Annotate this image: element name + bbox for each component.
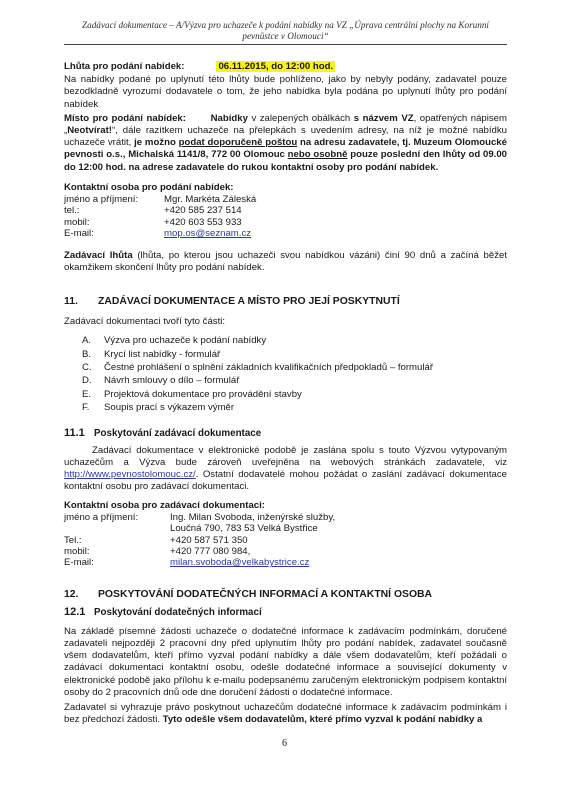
- place-text-11: pouze poslední den lhůty od 09.00 do 12:00 hod. na adrese zadavatele do rukou kontaktní osoby pro podání nabídek.: [64, 149, 507, 173]
- section-11-1-paragraph: [64, 445, 507, 494]
- list-item-letter: E.: [82, 388, 92, 400]
- contact1-row: [64, 194, 507, 205]
- place-text-6: “, dále razítkem uchazeče na přelepkách s uvedením adresy, na níž je možné nabídku uchazeče vrátit,: [64, 125, 507, 149]
- contact1-value: Mgr. Markéta Záleská: [164, 194, 257, 206]
- contact2-value: +420 587 571 350: [170, 534, 248, 546]
- section-11-1-heading: [64, 427, 507, 439]
- contact2-row: [64, 512, 507, 523]
- list-item-letter: F.: [82, 402, 90, 414]
- list-item: [64, 401, 507, 414]
- list-item-text: Soupis prací s výkazem výměr: [104, 402, 235, 414]
- section-12-1-text-a: Zadavatel si vyhrazuje právo poskytnout uchazečům dodatečné informace k zadávacím podmínkám i bez předchozí žádosti.: [64, 701, 507, 726]
- late-note: Na nabídky podané po uplynutí této lhůty bude pohlíženo, jako by nebyly podány, zadavatel pouze bezodkladně vyrozumí dodavatele o tom, že jeho nabídka byla podána po uplynutí lhůty pro podání nabídek: [64, 74, 507, 110]
- list-item-text: Výzva pro uchazeče k podání nabídky: [104, 335, 267, 347]
- contact2-row: [64, 546, 507, 557]
- contact2-key: [64, 523, 164, 534]
- place-text-8: podat doporučeně poštou: [178, 137, 298, 149]
- section-12-number: 12.: [64, 588, 79, 600]
- contact1-key: jméno a příjmení:: [64, 194, 139, 206]
- header-line-1: Zadávací dokumentace – A/Výzva pro uchazeče k podání nabídky na VZ „Úprava centrální plochy na Korunní: [82, 20, 489, 30]
- section-11-intro: Zadávací dokumentaci tvoří tyto části:: [64, 316, 226, 328]
- list-item-text: Projektová dokumentace pro provádění stavby: [104, 388, 302, 400]
- section-12-1-text-b: Tyto odešle všem dodavatelům, které přímo vyzval k podání nabídky a: [162, 714, 483, 726]
- contact2-list: [64, 512, 507, 569]
- section-12-1-paragraph-1: Na základě písemné žádosti uchazeče o dodatečné informace k zadávacím podmínkám, doručené zadavateli nejpozději 2 pracovní dny před uplynutím lhůty pro podání nabídek, zadavatel současně všem dodavatelům, kteří přímo vyzval podání nabídky a dále všem dodavatelům, kteří požádali o zadávací dokumentaci kontaktní osobu, odešle dodatečné informace a související dokumenty v elektronické podobě jako přílohu k e-mailu podepsanému zaručeným elektronickým podpisem kontaktní osoby do 2 pracovních dnů ode dne doručení žádosti o dodatečné informace.: [64, 625, 507, 698]
- place-text-10: nebo osobně: [287, 149, 348, 161]
- contact1-row: [64, 228, 507, 239]
- section-11-1-number: 11.1: [64, 426, 85, 439]
- list-item-text: Krycí list nabídky - formulář: [104, 348, 221, 360]
- section-11-1-text-2: . Ostatní dodavatelé mohou požádat o zaslání zadávací dokumentace kontaktní osobu pro zadávací dokumentaci.: [64, 469, 507, 493]
- deadline-label: Lhůta pro podání nabídek:: [64, 61, 185, 72]
- contact2-row: [64, 535, 507, 546]
- contact1-title: Kontaktní osoba pro podání nabídek:: [64, 181, 234, 193]
- list-item: [64, 388, 507, 401]
- contact2-value: +420 777 080 984,: [170, 545, 251, 557]
- place-text-1: Nabídky: [210, 112, 248, 124]
- binding-term: Zadávací lhůta: [64, 249, 133, 261]
- list-item: [64, 334, 507, 347]
- binding-text: (lhůta, po kterou jsou uchazeči svou nabídkou vázáni) činí 90 dnů a začíná běžet okamžikem skončení lhůty pro podání nabídek.: [64, 249, 508, 273]
- section-11-number: 11.: [64, 296, 78, 308]
- contact2-key: jméno a příjmení:: [64, 511, 139, 523]
- contact2-email-link[interactable]: milan.svoboda@velkabystrice.cz: [170, 557, 310, 569]
- list-item: [64, 361, 507, 374]
- place-label: Místo pro podání nabídek:: [64, 112, 186, 124]
- contact2-value: Loučná 790, 783 53 Velká Bystřice: [170, 523, 318, 535]
- contact2-key: E-mail:: [64, 557, 94, 569]
- section-11-heading: [64, 296, 507, 307]
- contact2-key: Tel.:: [64, 534, 82, 546]
- contact2-title: Kontaktní osoba pro zadávací dokumentaci:: [64, 499, 265, 511]
- deadline-value: 06.11.2015, do 12:00 hod.: [218, 61, 334, 72]
- contact2-key: mobil:: [64, 545, 90, 557]
- place-text-4: , opatřených nápisem „: [64, 112, 508, 137]
- website-link[interactable]: http://www.pevnostolomouc.cz/: [64, 469, 196, 481]
- list-item-text: Návrh smlouvy o dílo – formulář: [104, 375, 240, 387]
- contact1-value: +420 603 553 933: [164, 216, 242, 228]
- list-item-letter: D.: [82, 375, 92, 387]
- section-12-1-number: 12.1: [64, 605, 86, 618]
- contact1-list: [64, 194, 507, 240]
- list-item-letter: A.: [82, 335, 92, 347]
- list-item-letter: B.: [82, 348, 92, 360]
- place-paragraph: [64, 113, 507, 174]
- header-line-2: pevnůstce v Olomouci“: [242, 31, 329, 41]
- section-12-1-title: Poskytování dodatečných informací: [94, 606, 262, 618]
- documentation-list: [64, 334, 507, 414]
- list-item: [64, 374, 507, 387]
- place-text-5: Neotvírat!: [67, 125, 112, 137]
- section-11-title: ZADÁVACÍ DOKUMENTACE A MÍSTO PRO JEJÍ POSKYTNUTÍ: [98, 296, 400, 308]
- place-text-7: je možno: [131, 137, 179, 149]
- header-divider: [64, 44, 507, 45]
- section-11-1-text-1: Zadávací dokumentace v elektronické podobě je zaslána spolu s touto Výzvou vytypovaným uchazečům a Výzva bude zároveň uveřejněna na webových stránkách zadavatele, viz: [64, 444, 507, 468]
- section-12-1-paragraph-2: [64, 702, 507, 726]
- place-text-2: v zalepených obálkách: [251, 112, 351, 124]
- page-header: [58, 0, 513, 42]
- contact1-email-link[interactable]: mop.os@seznam.cz: [164, 228, 252, 240]
- contact2-row: [64, 523, 507, 534]
- contact2-row: [64, 557, 507, 568]
- contact1-row: [64, 217, 507, 228]
- section-12-heading: [64, 589, 507, 600]
- list-item-text: Čestné prohlášení o splnění základních kvalifikačních předpokladů – formulář: [104, 362, 434, 374]
- place-text-3: s názvem VZ: [353, 112, 414, 124]
- section-12-title: POSKYTOVÁNÍ DODATEČNÝCH INFORMACÍ A KONTAKTNÍ OSOBA: [98, 588, 433, 600]
- place-text-9: na adresu zadavatele, tj. Muzeum Olomoucké pevnosti o.s., Michalská 1141/8, 772 00 Olomouc: [64, 137, 507, 161]
- contact1-key: tel.:: [64, 205, 80, 217]
- deadline-paragraph: [64, 61, 507, 73]
- contact2-value: Ing. Milan Svoboda, inženýrské služby,: [170, 511, 336, 523]
- list-item-letter: C.: [82, 362, 92, 374]
- contact1-key: E-mail:: [64, 228, 94, 240]
- contact1-row: [64, 205, 507, 216]
- section-12-1-heading: [64, 606, 507, 618]
- page-number: 6: [282, 738, 287, 749]
- contact1-value: +420 585 237 514: [164, 205, 242, 217]
- contact1-key: mobil:: [64, 216, 90, 228]
- section-11-1-title: Poskytování zadávací dokumentace: [94, 427, 262, 439]
- binding-paragraph: [64, 250, 507, 274]
- list-item: [64, 348, 507, 361]
